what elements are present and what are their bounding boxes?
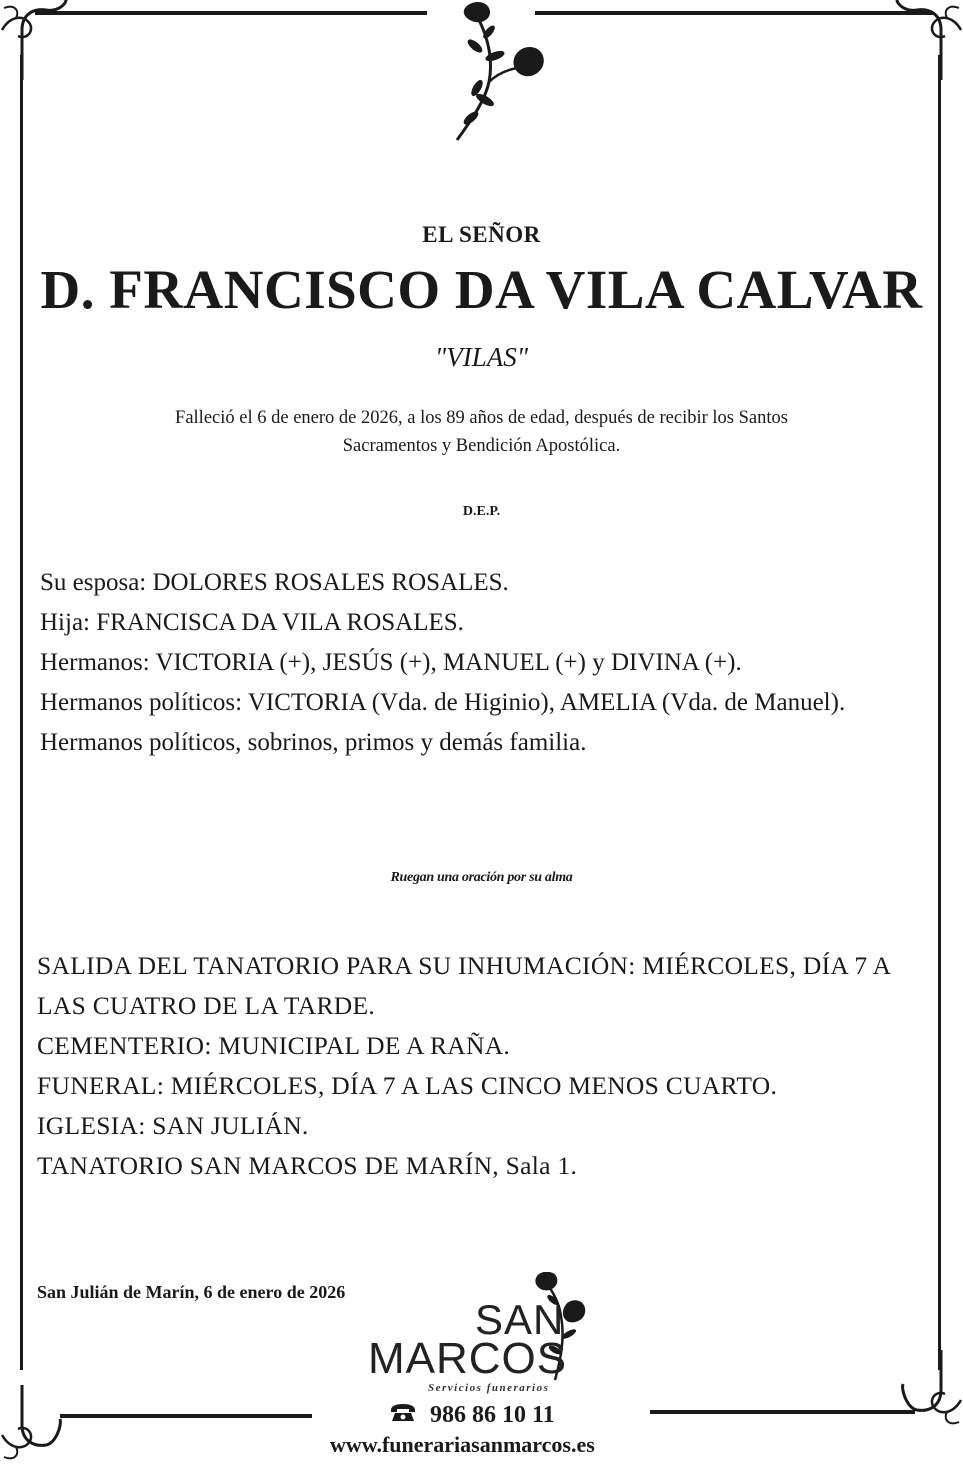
service-line-cemetery: CEMENTERIO: MUNICIPAL DE A RAÑA.: [37, 1031, 511, 1060]
funeral-home-logo: [360, 1272, 600, 1402]
deceased-title-label: EL SEÑOR: [422, 222, 541, 247]
service-details: [37, 946, 917, 1186]
rip-abbreviation: D.E.P.: [462, 504, 501, 519]
service-line-church: IGLESIA: SAN JULIÁN.: [37, 1111, 309, 1140]
frame-right-line: [938, 55, 941, 1370]
phone-icon: [390, 1402, 418, 1429]
prayer-request: Ruegan una oración por su alma: [390, 870, 573, 885]
place-and-date: San Julián de Marín, 6 de enero de 2026: [37, 1282, 346, 1302]
family-line-spouse: Su esposa: DOLORES ROSALES ROSALES.: [40, 569, 509, 596]
deceased-name: D. FRANCISCO DA VILA CALVAR: [40, 259, 923, 320]
logo-tagline: Servicios funerarios: [428, 1382, 550, 1394]
corner-ornament-bottom-right: [883, 1350, 963, 1430]
corner-ornament-bottom-left: [0, 1385, 80, 1465]
family-line-siblings: Hermanos: VICTORIA (+), JESÚS (+), MANUEL (+) y DIVINA (+).: [40, 649, 742, 676]
corner-ornament-top-left: [0, 0, 80, 80]
service-line-funeral-home: TANATORIO SAN MARCOS DE MARÍN, Sala 1.: [37, 1151, 578, 1180]
service-line-funeral: FUNERAL: MIÉRCOLES, DÍA 7 A LAS CINCO MENOS CUARTO.: [37, 1071, 778, 1100]
corner-ornament-top-right: [883, 0, 963, 80]
frame-top-right-line: [535, 11, 933, 15]
frame-bottom-right-line: [650, 1410, 915, 1414]
rose-icon: [445, 0, 555, 145]
phone-contact: [390, 1402, 555, 1429]
frame-left-line: [20, 55, 23, 1370]
family-line-relatives: Hermanos políticos, sobrinos, primos y demás familia.: [40, 729, 587, 756]
frame-bottom-left-line: [60, 1414, 312, 1418]
service-line-departure: SALIDA DEL TANATORIO PARA SU INHUMACIÓN: MIÉRCOLES, DÍA 7 A LAS CUATRO DE LA TARDE.: [37, 951, 890, 1020]
death-info: Falleció el 6 de enero de 2026, a los 89 años de edad, después de recibir los Santos Sacramentos y Bendición Apostólica.: [175, 408, 788, 456]
website-link[interactable]: www.funerariasanmarcos.es: [330, 1432, 595, 1457]
deceased-nickname: "VILAS": [434, 342, 529, 372]
frame-top-left-line: [35, 11, 427, 15]
family-line-daughter: Hija: FRANCISCA DA VILA ROSALES.: [40, 609, 464, 636]
logo-text-san: SAN: [475, 1296, 565, 1343]
family-line-siblings-in-law: Hermanos políticos: VICTORIA (Vda. de Higinio), AMELIA (Vda. de Manuel).: [40, 689, 846, 716]
logo-text-marcos: MARCOS: [368, 1334, 568, 1383]
phone-number: 986 86 10 11: [430, 1402, 555, 1428]
family-list: [40, 563, 880, 763]
